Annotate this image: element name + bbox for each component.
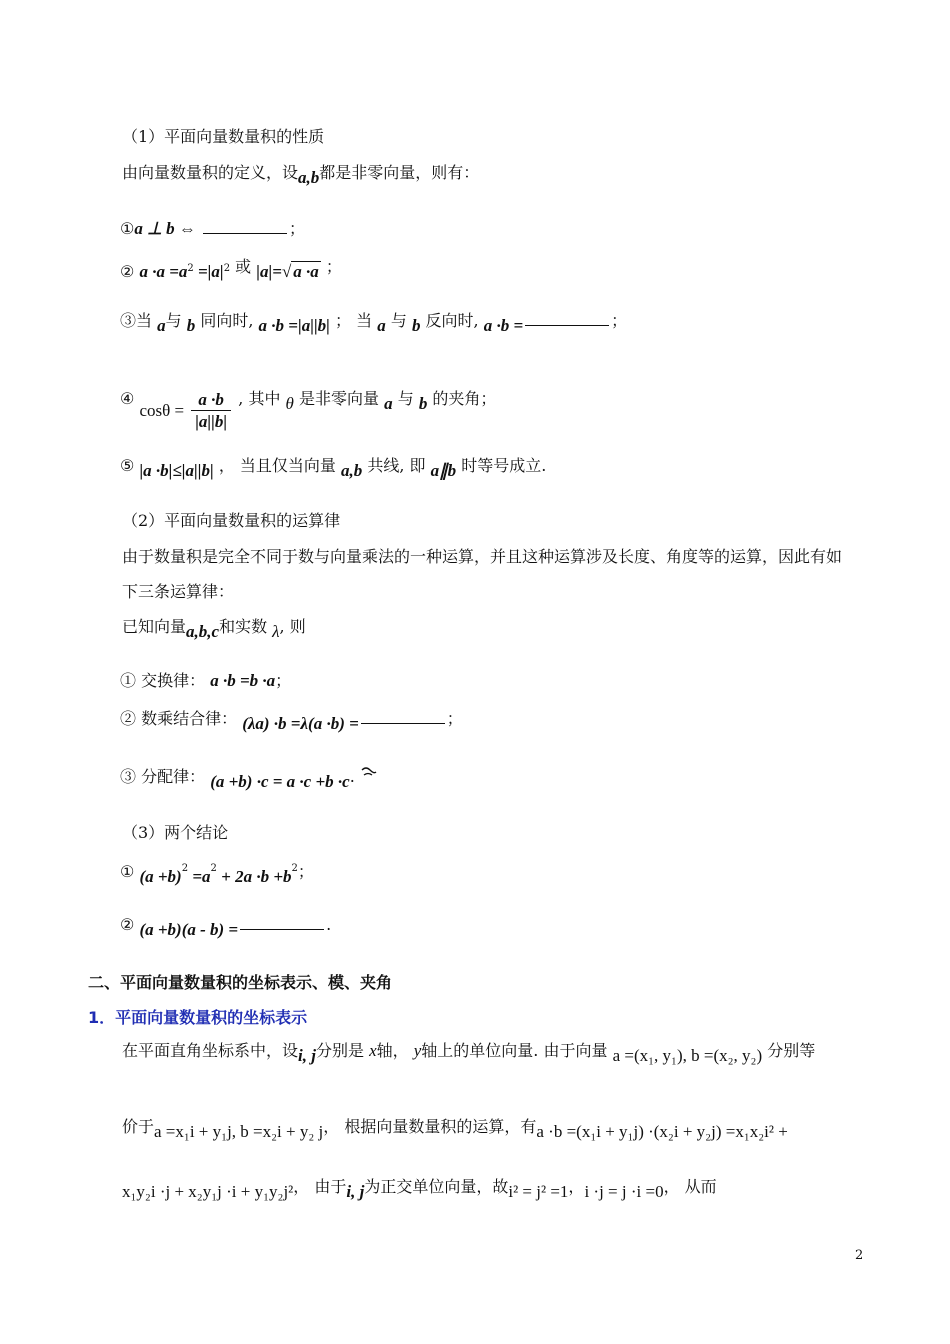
coordinate-paragraph-2: 价于a =x₁i + y₁j, b =x₂i + y₂ j， 根据向量数量积的运算，有a ·b =(x₁i + y₁j) ·(x₂i + y₂j) =x₁x₂i² + <box>122 1117 788 1141</box>
known-vectors-line: 已知向量a,b,c和实数 λ, 则 <box>122 617 306 641</box>
fill-blank <box>240 915 324 930</box>
property-5: ⑤ |a ·b|≤|a||b| ， 当且仅当向量 a,b 共线, 即 a∥b 时等号成立. <box>120 456 547 480</box>
law-commutative: ① 交换律： a ·b =b ·a； <box>120 671 292 690</box>
coordinate-paragraph-1: 在平面直角坐标系中，设i, j分别是 x轴， y轴上的单位向量. 由于向量 a =(x₁, y₁), b =(x₂, y₂) 分别等 <box>122 1041 816 1065</box>
property-2: ② $a \cdot a =a^2 =|a|^2$ 或 |a|=√ a ·a ； <box>120 257 342 281</box>
coordinate-paragraph-3: x₁y₂i ·j + x₂y₁j ·i + y₁y₂j²， 由于i, j为正交单位向量，故i² = j² =1，i ·j = j ·i =0， 从而 <box>122 1177 717 1201</box>
law-scalar-associative: ② 数乘结合律： (λa) ·b =λ(a ·b) = ； <box>120 709 463 733</box>
fill-blank <box>361 709 445 724</box>
property-1: ①a ⊥ b ⇔ ； <box>120 219 306 238</box>
fill-blank <box>203 219 287 234</box>
section2-paragraph-2: 下三条运算律： <box>122 582 235 601</box>
property-3: ③当 a与 b 同向时, a ·b =|a||b| ； 当 a 与 b 反向时, a ·b = ； <box>120 311 628 335</box>
law-distributive: ③ 分配律： (a +b) ·c = a ·c +b ·c. <box>120 764 378 788</box>
section2-paragraph-1: 由于数量积是完全不同于数与向量乘法的一种运算，并且这种运算涉及长度、角度等的运算，因此有如 <box>122 547 843 566</box>
conclusion-2: ② (a +b)(a - b) = . <box>120 915 332 939</box>
fraction: $\frac{a \cdot b}{|a||b|}$ <box>191 390 231 433</box>
section3-title: （3）两个结论 <box>122 823 229 842</box>
intro-line: 由向量数量积的定义，设a,b都是非零向量，则有： <box>122 163 480 187</box>
section1-title: （1）平面向量数量积的性质 <box>122 127 325 146</box>
conclusion-1: ① $(a +b)^2 =a^2 + 2a \cdot b +b^2$； <box>120 862 314 886</box>
fill-blank <box>525 311 609 326</box>
heading-coordinate-representation: 1．平面向量数量积的坐标表示 <box>88 1008 308 1027</box>
heading-section-two: 二、平面向量数量积的坐标表示、模、夹角 <box>88 973 393 992</box>
page-number: 2 <box>855 1248 864 1263</box>
scribble-mark-icon <box>360 764 378 786</box>
property-4: ④ cosθ = $\frac{a \cdot b}{|a||b|}$ , 其中 θ 是非零向量 a 与 b 的夹角； <box>120 389 497 431</box>
section2-title: （2）平面向量数量积的运算律 <box>122 511 341 530</box>
